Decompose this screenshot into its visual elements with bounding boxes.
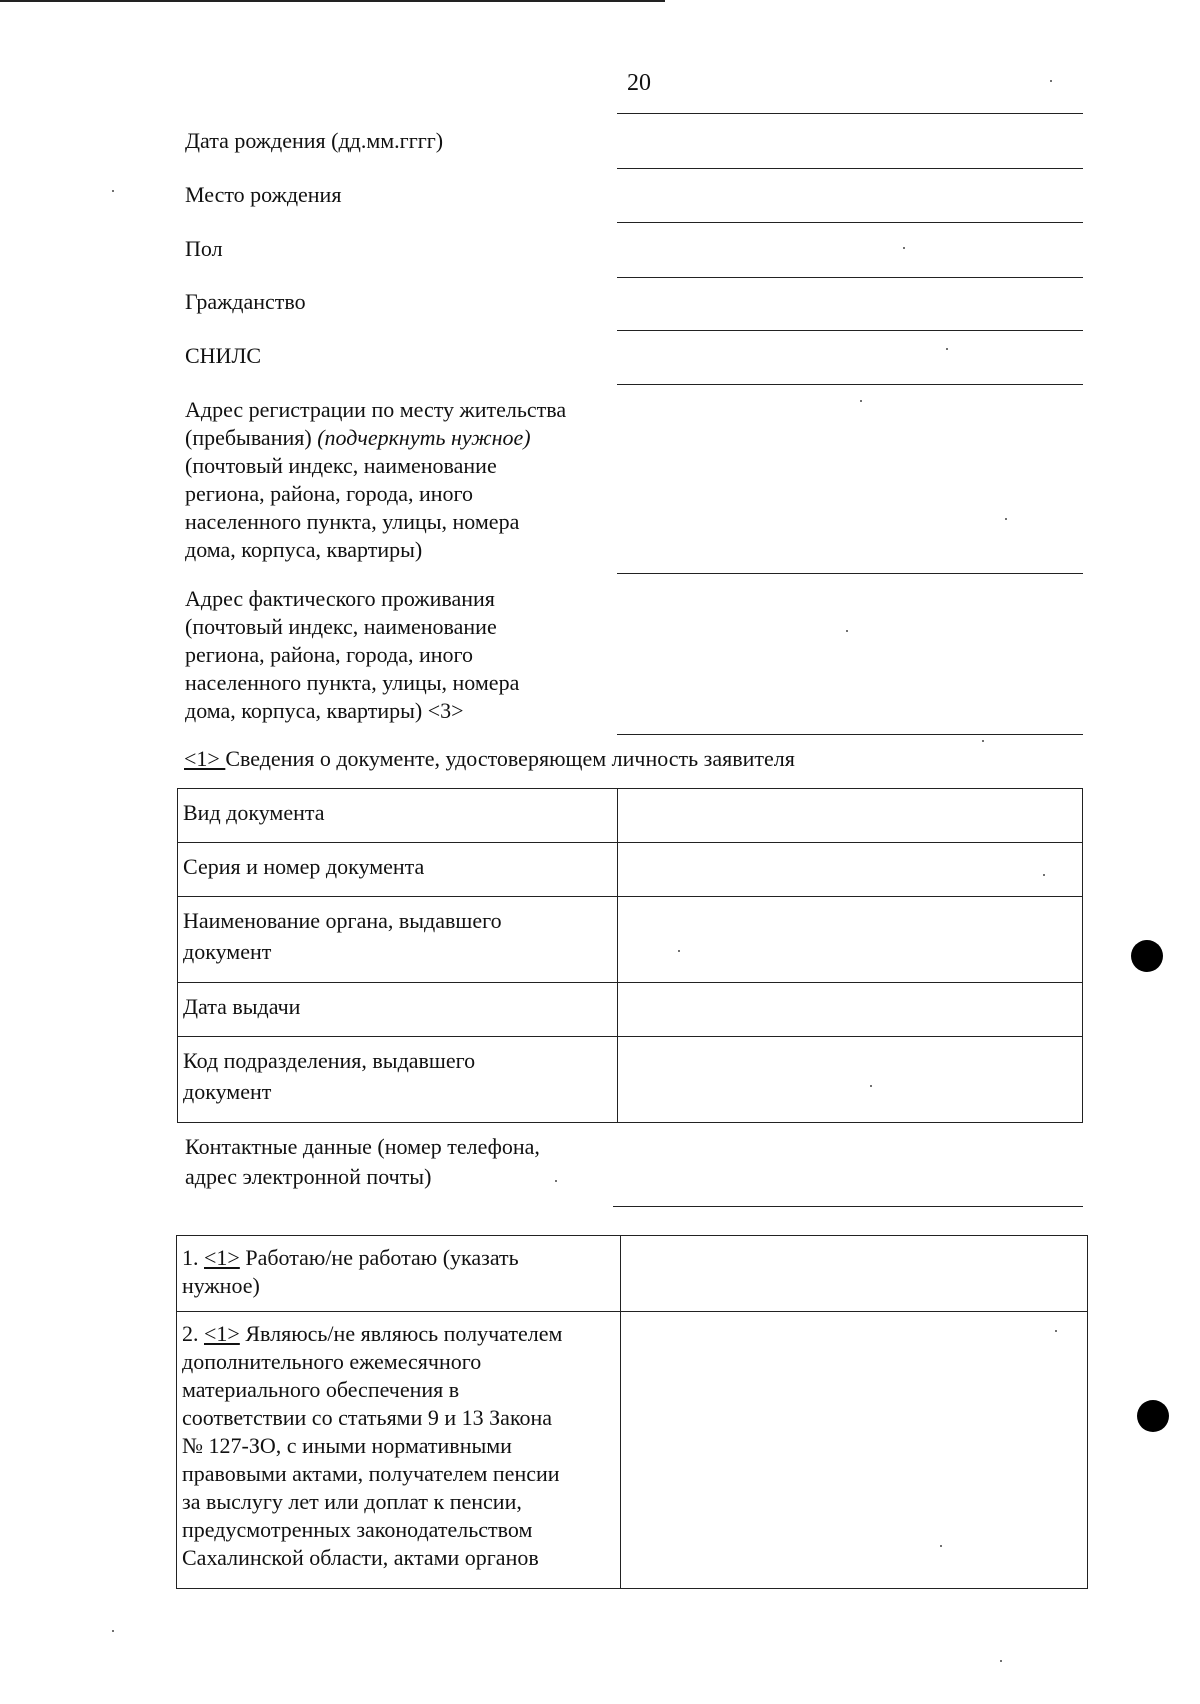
employment-status-cell: 1. <1> Работаю/не работаю (указать нужное) — [177, 1236, 621, 1312]
snils-input-line[interactable] — [617, 384, 1083, 385]
document-type-cell[interactable] — [618, 789, 1083, 843]
scan-speck — [846, 630, 848, 632]
birth-date-label: Дата рождения (дд.мм.гггг) — [185, 128, 444, 153]
issuing-authority-cell[interactable] — [618, 897, 1083, 983]
footnote-ref: <1> — [184, 746, 226, 771]
table-row — [178, 983, 1083, 1037]
scan-speck — [1005, 518, 1007, 520]
footnote-ref: <1> — [204, 1245, 240, 1270]
contacts-line: Контактные данные (номер телефона, — [185, 1134, 540, 1159]
identity-section-caption: <1> Сведения о документе, удостоверяющем личность заявителя — [184, 746, 795, 771]
page-number: 20 — [627, 70, 651, 96]
citizenship-label: Гражданство — [185, 289, 306, 314]
issue-date-cell[interactable] — [618, 983, 1083, 1037]
table-cell-label: Наименование органа, выдавшего документ — [178, 897, 618, 983]
registration-address-line: (почтовый индекс, наименование — [185, 453, 497, 478]
actual-address-line: дома, корпуса, квартиры) <3> — [185, 698, 464, 723]
actual-address-input-line[interactable] — [617, 734, 1083, 735]
registration-address-label — [185, 396, 566, 564]
scan-speck — [982, 740, 984, 742]
scan-speck — [555, 1180, 557, 1182]
table-row — [177, 1236, 1088, 1312]
registration-address-line: населенного пункта, улицы, номера — [185, 509, 520, 534]
registration-address-line: региона, района, города, иного — [185, 481, 473, 506]
scan-edge-line — [0, 0, 665, 2]
snils-label: СНИЛС — [185, 343, 262, 368]
benefit-status-cell: 2. <1> Являюсь/не являюсь получателем дополнительного ежемесячного материального обеспечения в соответствии со статьями 9 и 13 Закона № 127-ЗО, с иными нормативными правовыми актами, получателем пенсии за выслугу лет или доплат к пенсии, предусмотренных законодательством Сахалинской области, актами органов — [177, 1312, 621, 1589]
punch-hole — [1131, 940, 1163, 972]
table-row — [177, 1312, 1088, 1589]
fill-line-top — [617, 113, 1083, 114]
division-code-cell[interactable] — [618, 1037, 1083, 1123]
table-row — [178, 1037, 1083, 1123]
actual-address-line: (почтовый индекс, наименование — [185, 614, 497, 639]
scan-speck — [903, 247, 905, 249]
table-row — [178, 843, 1083, 897]
table-row — [178, 789, 1083, 843]
table-cell-label: Вид документа — [178, 789, 618, 843]
scan-speck — [946, 348, 948, 350]
birth-place-label: Место рождения — [185, 182, 342, 207]
sex-label: Пол — [185, 236, 223, 261]
sex-input-line[interactable] — [617, 277, 1083, 278]
birth-date-input-line[interactable] — [617, 168, 1083, 169]
contacts-label — [185, 1132, 540, 1192]
contacts-line: адрес электронной почты) — [185, 1164, 432, 1189]
citizenship-input-line[interactable] — [617, 330, 1083, 331]
scan-speck — [1055, 1330, 1057, 1332]
scan-speck — [1000, 1660, 1002, 1662]
registration-address-line: дома, корпуса, квартиры) — [185, 537, 423, 562]
scan-speck — [112, 1630, 114, 1632]
registration-address-line: (пребывания) (подчеркнуть нужное) — [185, 425, 531, 450]
scan-speck — [940, 1545, 942, 1547]
scan-speck — [1050, 80, 1052, 82]
actual-address-line: региона, района, города, иного — [185, 642, 473, 667]
birth-place-input-line[interactable] — [617, 222, 1083, 223]
table-row — [178, 897, 1083, 983]
employment-status-value-cell[interactable] — [621, 1236, 1088, 1312]
contacts-input-line[interactable] — [613, 1206, 1083, 1207]
actual-address-line: Адрес фактического проживания — [185, 586, 495, 611]
scan-speck — [678, 950, 680, 952]
table-cell-label: Код подразделения, выдавшего документ — [178, 1037, 618, 1123]
scan-speck — [112, 190, 114, 192]
punch-hole — [1137, 1400, 1169, 1432]
series-number-cell[interactable] — [618, 843, 1083, 897]
table-cell-label: Дата выдачи — [178, 983, 618, 1037]
underline-note: (подчеркнуть нужное) — [317, 425, 531, 450]
scan-speck — [1043, 874, 1045, 876]
footnote-ref: <1> — [204, 1321, 240, 1346]
status-table — [176, 1235, 1088, 1589]
benefit-status-value-cell[interactable] — [621, 1312, 1088, 1589]
actual-address-label — [185, 585, 519, 725]
scan-speck — [870, 1085, 872, 1087]
table-cell-label: Серия и номер документа — [178, 843, 618, 897]
scan-speck — [860, 400, 862, 402]
identity-document-table — [177, 788, 1083, 1123]
actual-address-line: населенного пункта, улицы, номера — [185, 670, 520, 695]
registration-address-input-line[interactable] — [617, 573, 1083, 574]
registration-address-line: Адрес регистрации по месту жительства — [185, 397, 567, 422]
